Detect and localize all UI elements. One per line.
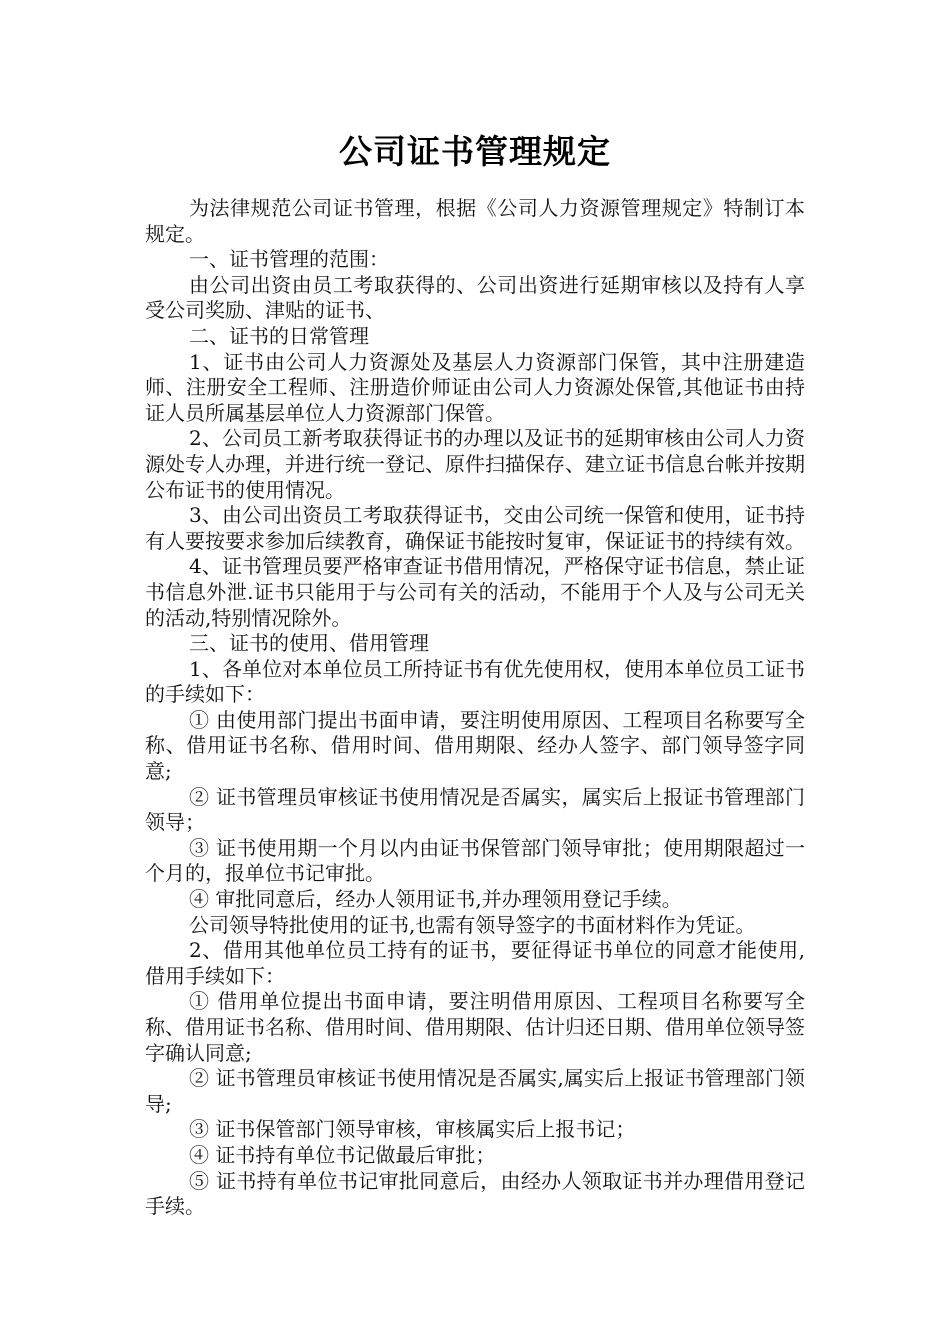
section-heading-usage-borrowing: 三、证书的使用、借用管理 (189, 631, 429, 656)
paragraph-daily-1: 1、证书由公司人力资源处及基层人力资源部门保管，其中注册建造师、注册安全工程师、注册造价师证由公司人力资源处保管,其他证书由持证人员所属基层单位人力资源部门保管。 (145, 349, 805, 425)
paragraph-daily-3: 3、由公司出资员工考取获得证书，交由公司统一保管和使用，证书持有人要按要求参加后续教育，确保证书能按时复审，保证证书的持续有效。 (145, 503, 805, 553)
paragraph-borrowing-step-3: ③ 证书保管部门领导审核，审核属实后上报书记； (189, 1117, 636, 1142)
document-title: 公司证书管理规定 (339, 132, 611, 171)
paragraph-borrowing-2: 2、借用其他单位员工持有的证书，要征得证书单位的同意才能使用,借用手续如下： (145, 938, 805, 988)
document-body (145, 196, 805, 1220)
paragraph-usage-1-step-1: ① 由使用部门提出书面申请，要注明使用原因、工程项目名称要写全称、借用证书名称、借用时间、借用期限、经办人签字、部门领导签字同意; (145, 707, 805, 784)
paragraph-usage-special: 公司领导特批使用的证书,也需有领导签字的书面材料作为凭证。 (189, 912, 756, 937)
paragraph-borrowing-step-2: ② 证书管理员审核证书使用情况是否属实,属实后上报证书管理部门领导; (145, 1066, 805, 1116)
paragraph-borrowing-step-5: ⑤ 证书持有单位书记审批同意后，由经办人领取证书并办理借用登记手续。 (145, 1168, 805, 1219)
section-heading-daily-management: 二、证书的日常管理 (189, 323, 369, 348)
section-heading-scope: 一、证书管理的范围： (189, 247, 389, 272)
paragraph-borrowing-step-4: ④ 证书持有单位书记做最后审批； (189, 1142, 496, 1167)
paragraph-usage-1-step-2: ② 证书管理员审核证书使用情况是否属实，属实后上报证书管理部门领导； (145, 784, 805, 835)
paragraph-usage-1-step-4: ④ 审批同意后，经办人领用证书,并办理领用登记手续。 (189, 887, 682, 912)
document-page (145, 0, 805, 1220)
paragraph-borrowing-step-1: ① 借用单位提出书面申请，要注明借用原因、工程项目名称要写全称、借用证书名称、借用时间、借用期限、估计归还日期、借用单位领导签字确认同意; (145, 989, 805, 1065)
paragraph-usage-1-step-3: ③ 证书使用期一个月以内由证书保管部门领导审批；使用期限超过一个月的，报单位书记审批。 (145, 835, 805, 886)
paragraph-daily-4: 4、证书管理员要严格审查证书借用情况，严格保守证书信息，禁止证书信息外泄.证书只能用于与公司有关的活动，不能用于个人及与公司无关的活动,特别情况除外。 (145, 554, 805, 630)
paragraph-usage-1: 1、各单位对本单位员工所持证书有优先使用权，使用本单位员工证书的手续如下： (145, 656, 805, 707)
paragraph-scope: 由公司出资由员工考取获得的、公司出资进行延期审核以及持有人享受公司奖励、津贴的证书、 (145, 272, 805, 323)
paragraph-daily-2: 2、公司员工新考取获得证书的办理以及证书的延期审核由公司人力资源处专人办理，并进行统一登记、原件扫描保存、建立证书信息台帐并按期公布证书的使用情况。 (145, 426, 805, 502)
paragraph-intro: 为法律规范公司证书管理，根据《公司人力资源管理规定》特制订本规定。 (145, 196, 805, 246)
